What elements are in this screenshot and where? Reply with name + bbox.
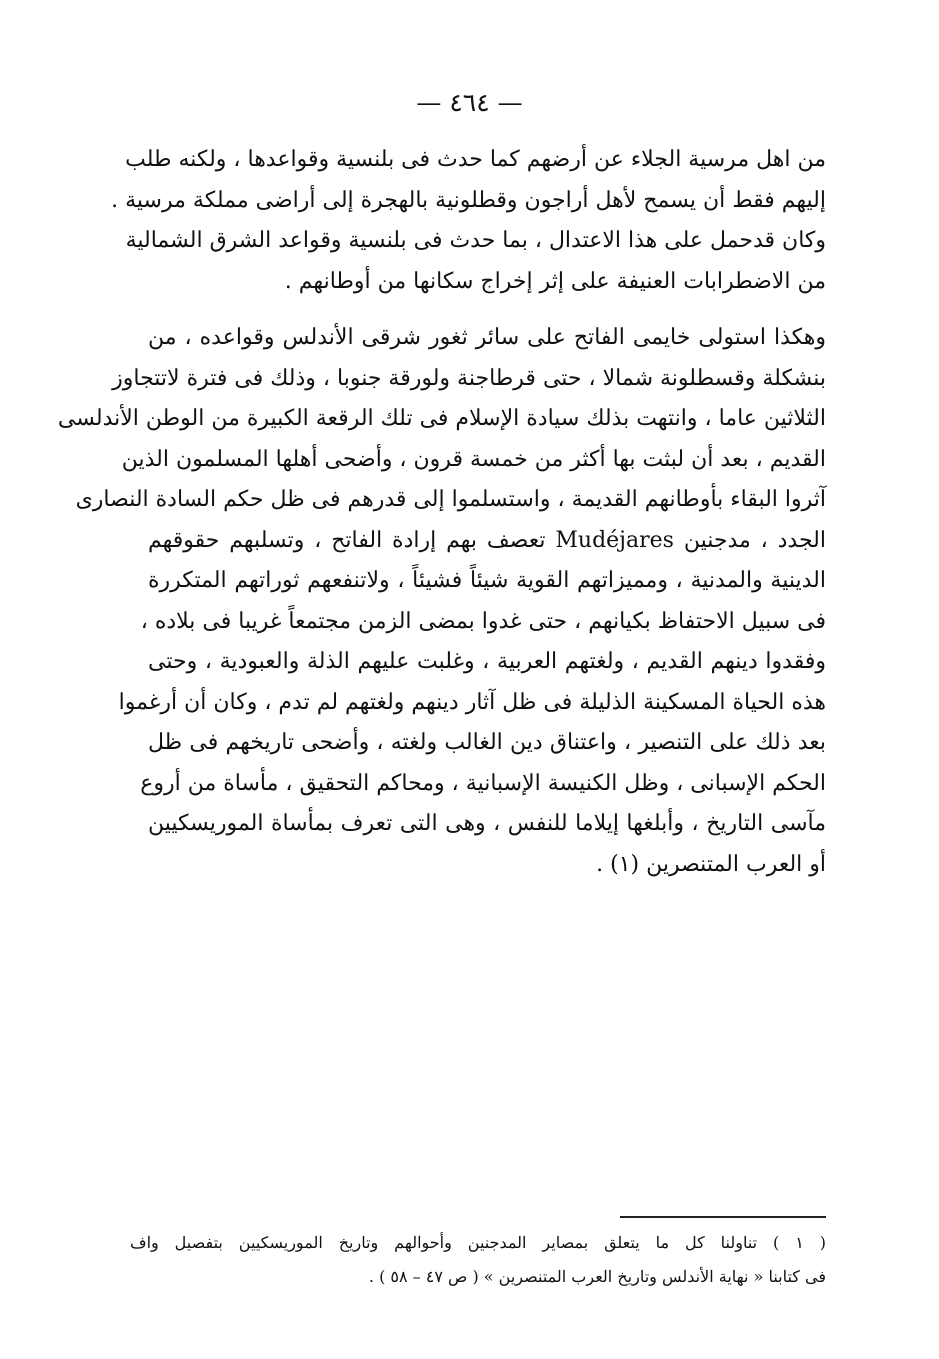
text-line: وهكذا استولى خايمى الفاتح على سائر ثغور شرقى الأندلس وقواعده ، من [148, 325, 826, 350]
text-line: آثروا البقاء بأوطانهم القديمة ، واستسلموا إلى قدرهم فى ظل حكم السادة النصارى [75, 487, 826, 512]
footnote-line: ( ١ ) تناولنا كل ما يتعلق بمصاير المدجنين وأحوالهم وتاريخ الموريسكيين بتفصيل واف [130, 1233, 826, 1252]
footnote [130, 1226, 826, 1294]
paragraph-2 [57, 318, 826, 885]
text-line: فى سبيل الاحتفاظ بكيانهم ، حتى غدوا بمضى الزمن مجتمعاً غريبا فى بلاده ، [140, 608, 826, 634]
text-line: وفقدوا دينهم القديم ، ولغتهم العربية ، وغلبت عليهم الذلة والعبودية ، وحتى [148, 649, 826, 674]
text-line: مآسى التاريخ ، وأبلغها إيلاما للنفس ، وهى التى تعرف بمأساة الموريسكيين [148, 811, 826, 836]
text-line: وكان قدحمل على هذا الاعتدال ، بما حدث فى بلنسية وقواعد الشرق الشمالية [125, 228, 826, 253]
text-line: هذه الحياة المسكينة الذليلة فى ظل آثار دينهم ولغتهم لم تدم ، وكان أن أرغموا [118, 689, 826, 715]
text-line: الحكم الإسبانى ، وظل الكنيسة الإسبانية ، ومحاكم التحقيق ، مأساة من أروع [140, 770, 826, 796]
text-line: بعد ذلك على التنصير ، واعتناق دين الغالب ولغته ، وأضحى تاريخهم فى ظل [148, 730, 826, 755]
page-number: — ٤٦٤ — [416, 88, 523, 117]
text-line: الجدد ، مدجنين Mudéjares تعصف بهم إرادة الفاتح ، وتسلبهم حقوقهم [148, 527, 826, 553]
text-line: القديم ، بعد أن لبثت بها أكثر من خمسة قرون ، وأضحى أهلها المسلمون الذين [121, 446, 826, 472]
text-line: من الاضطرابات العنيفة على إثر إخراج سكانها من أوطانهم . [284, 268, 826, 294]
text-line: الدينية والمدنية ، ومميزاتهم القوية شيئاً فشيئاً ، ولاتنفعهم ثوراتهم المتكررة [148, 568, 826, 593]
text-line: بنشكلة وقسطلونة شمالا ، حتى قرطاجنة ولورقة جنوبا ، وذلك فى فترة لاتتجاوز [112, 365, 826, 391]
text-line: إليهم فقط أن يسمح لأهل أراجون وقطلونية بالهجرة إلى أراضى مملكة مرسية . [111, 187, 826, 213]
text-line: أو العرب المتنصرين (١) . [596, 851, 826, 877]
text-line: من اهل مرسية الجلاء عن أرضهم كما حدث فى بلنسية وقواعدها ، ولكنه طلب [125, 147, 826, 172]
text-line: الثلاثين عاما ، وانتهت بذلك سيادة الإسلام فى تلك الرقعة الكبيرة من الوطن الأندلسى [57, 406, 826, 431]
footnote-divider [620, 1216, 826, 1218]
paragraph-1 [111, 140, 826, 302]
footnote-line: فى كتابنا « نهاية الأندلس وتاريخ العرب المتنصرين » ( ص ٤٧ – ٥٨ ) . [368, 1267, 826, 1286]
